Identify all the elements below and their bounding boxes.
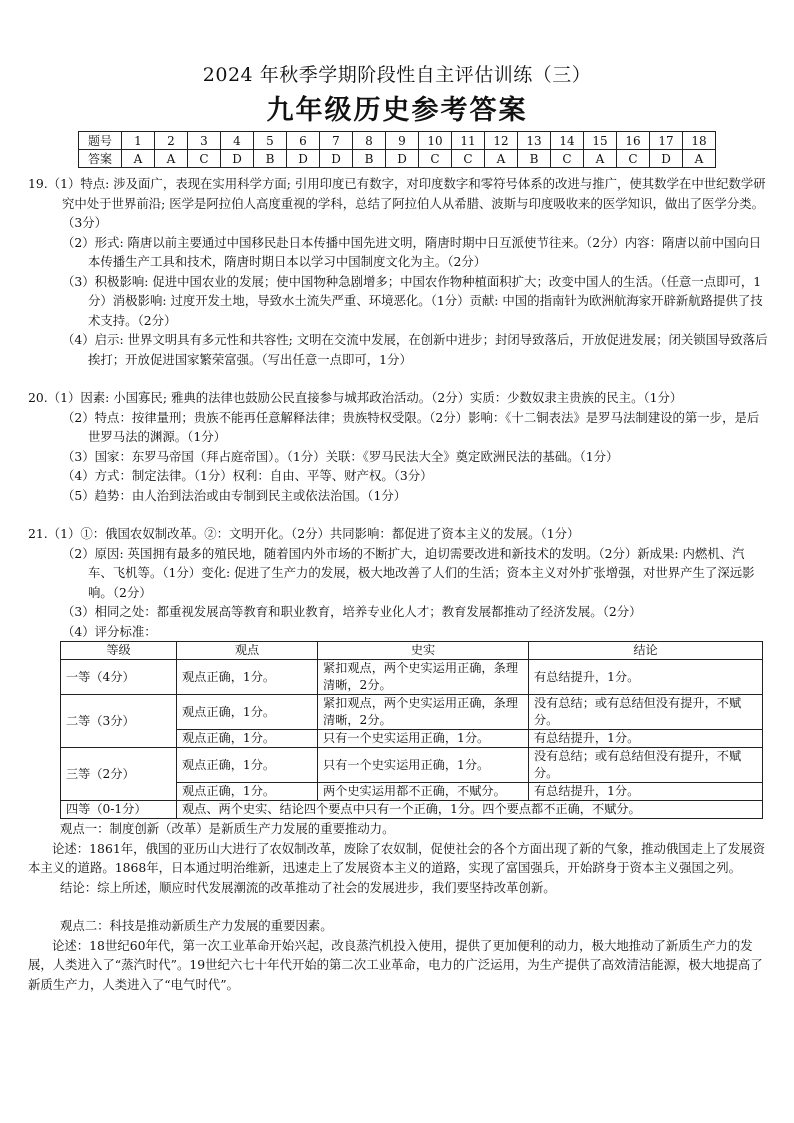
table-cell: D (320, 150, 353, 168)
conclusion-cell: 有总结提升，1分。 (529, 730, 763, 748)
q21-part3: （3）相同之处：都重视发展高等教育和职业教育，培养专业化人才；教育发展都推动了经济发展。（2分） (62, 604, 642, 619)
table-cell: 18 (683, 132, 716, 150)
table-cell: A (485, 150, 518, 168)
table-cell: C (419, 150, 452, 168)
conclusion-cell: 有总结提升，1分。 (529, 783, 763, 801)
table-cell: A (122, 150, 155, 168)
q20-part1: 20.（1）因素: 小国寡民; 雅典的法律也鼓励公民直接参与城邦政治活动。（2分）实质：少数奴隶主贵族的民主。（1分） (28, 390, 683, 405)
table-cell: D (650, 150, 683, 168)
q19-part2: （2）形式: 隋唐以前主要通过中国移民赴日本传播中国先进文明，隋唐时期中日互派使节往来。（2分）内容：隋唐以前中国向日本传播生产工具和技术，隋唐时期日本以学习中国制度文化为主。（2分） (62, 234, 762, 269)
row-label: 答案 (79, 150, 122, 168)
q21-part4: （4）评分标准： (62, 623, 157, 639)
table-cell: 10 (419, 132, 452, 150)
q20-part3: （3）国家：东罗马帝国（拜占庭帝国）。（1分）关联：《罗马民法大全》奠定欧洲民法的基础。（1分） (62, 448, 619, 464)
table-cell: 3 (188, 132, 221, 150)
q20-part2: （2）特点：按律量刑；贵族不能再任意解释法律；贵族特权受限。（2分）影响：《十二铜表法》是罗马法制建设的第一步，是后世罗马法的渊源。（1分） (62, 409, 760, 444)
view-cell: 观点正确，1分。 (177, 783, 318, 801)
conclusion-cell: 没有总结；或有总结但没有提升，不赋分。 (529, 695, 763, 730)
page-title: 九年级历史参考答案 (266, 95, 528, 126)
table-cell: 7 (320, 132, 353, 150)
q19-part3: （3）积极影响: 促进中国农业的发展；使中国物种急剧增多；中国农作物种植面积扩大；改变中国人的生活。（任意一点即可，1分）消极影响: 过度开发土地，导致水土流失严重、环境恶化。（1分）贡献: 中国的指南针为欧洲航海家开辟新航路提供了技术支持。（2分） (62, 273, 763, 328)
table-cell: 5 (254, 132, 287, 150)
answer-row (79, 150, 716, 168)
table-cell: A (155, 150, 188, 168)
rubric-row (61, 801, 763, 819)
level-cell: 三等（2分） (61, 748, 177, 801)
table-cell: C (617, 150, 650, 168)
view-cell: 观点正确，1分。 (177, 748, 318, 783)
question-number-row (79, 132, 716, 150)
exam-title: 2024 年秋季学期阶段性自主评估训练（三） (202, 64, 592, 86)
table-cell: C (452, 150, 485, 168)
table-cell: 17 (650, 132, 683, 150)
view-cell: 观点正确，1分。 (177, 695, 318, 730)
rubric-row (61, 695, 763, 730)
fact-cell: 两个史实运用都不正确，不赋分。 (318, 783, 529, 801)
fact-cell: 紧扣观点，两个史实运用正确，条理清晰，2分。 (318, 660, 529, 695)
table-cell: 13 (518, 132, 551, 150)
header-cell: 观点 (177, 642, 318, 660)
table-cell: B (518, 150, 551, 168)
q20-part5: （5）趋势：由人治到法治或由专制到民主或依法治国。（1分） (62, 487, 407, 503)
table-cell: 4 (221, 132, 254, 150)
q21-part2: （2）原因: 英国拥有最多的殖民地，随着国内外市场的不断扩大，迫切需要改进和新技术的发明。（2分）新成果: 内燃机、汽车、飞机等。（1分）变化: 促进了生产力的发展，极大地改善了人们的生活；资本主义对外扩张增强，对世界产生了深远影响。（2分） (62, 545, 755, 600)
rubric-row (61, 748, 763, 783)
essay-argument-1: 论述：1861年，俄国的亚历山大进行了农奴制改革，废除了农奴制，促使社会的各个方面出现了新的气象，推动俄国走上了发展资本主义的道路。1868年，日本通过明治维新，迅速走上了发展资本主义的道路，实现了富国强兵，开始跻身于资本主义强国之列。 (28, 840, 766, 875)
header-cell: 结论 (529, 642, 763, 660)
table-cell: B (254, 150, 287, 168)
rubric-row (61, 660, 763, 695)
conclusion-cell: 没有总结；或有总结但没有提升，不赋分。 (529, 748, 763, 783)
view-cell: 观点正确，1分。 (177, 660, 318, 695)
fact-cell: 只有一个史实运用正确，1分。 (318, 730, 529, 748)
q21-part1: 21.（1）①：俄国农奴制改革。②：文明开化。（2分）共同影响：都促进了资本主义的发展。（1分） (28, 526, 580, 541)
essay-view-2: 观点二：科技是推动新质生产力发展的重要因素。 (60, 918, 333, 933)
scoring-rubric-table (60, 641, 763, 819)
table-cell: 8 (353, 132, 386, 150)
q19-part4: （4）启示: 世界文明具有多元性和共容性; 文明在交流中发展，在创新中进步；封闭导致落后，开放促进发展；闭关锁国导致落后挨打；开放促进国家繁荣富强。（写出任意一点即可，1分） (62, 332, 768, 367)
table-cell: C (551, 150, 584, 168)
fourth-level-desc: 观点、两个史实、结论四个要点中只有一个正确，1分。四个要点都不正确，不赋分。 (177, 801, 763, 819)
table-cell: 6 (287, 132, 320, 150)
table-cell: D (221, 150, 254, 168)
fact-cell: 只有一个史实运用正确，1分。 (318, 748, 529, 783)
q20-part4: （4）方式：制定法律。（1分）权利：自由、平等、财产权。（3分） (62, 468, 433, 483)
table-cell: 12 (485, 132, 518, 150)
view-cell: 观点正确，1分。 (177, 730, 318, 748)
row-label: 题号 (79, 132, 122, 150)
essay-conclusion-1: 结论：综上所述，顺应时代发展潮流的改革推动了社会的发展进步，我们要坚持改革创新。 (60, 879, 556, 895)
table-cell: 15 (584, 132, 617, 150)
answer-content (28, 174, 768, 994)
table-cell: 11 (452, 132, 485, 150)
table-cell: 9 (386, 132, 419, 150)
table-cell: 2 (155, 132, 188, 150)
rubric-header-row (61, 642, 763, 660)
table-cell: 1 (122, 132, 155, 150)
table-cell: B (353, 150, 386, 168)
essay-view-1: 观点一：制度创新（改革）是新质生产力发展的重要推动力。 (60, 821, 395, 836)
table-cell: A (683, 150, 716, 168)
q19-part1: 19.（1）特点: 涉及面广，表现在实用科学方面; 引用印度已有数字，对印度数字和零符号体系的改进与推广，使其数学在中世纪数学研究中处于世界前沿; 医学是阿拉伯人高度重视的学科，总结了阿拉伯人从希腊、波斯与印度吸收来的医学知识，做出了医学分类。（3分） (28, 176, 766, 230)
header-cell: 史实 (318, 642, 529, 660)
table-cell: D (287, 150, 320, 168)
level-cell: 二等（3分） (61, 695, 177, 748)
conclusion-cell: 有总结提升，1分。 (529, 660, 763, 695)
table-cell: A (584, 150, 617, 168)
table-cell: C (188, 150, 221, 168)
fact-cell: 紧扣观点，两个史实运用正确，条理清晰，2分。 (318, 695, 529, 730)
header-cell: 等级 (61, 642, 177, 660)
table-cell: 14 (551, 132, 584, 150)
answer-key-table (78, 131, 716, 168)
level-cell: 一等（4分） (61, 660, 177, 695)
essay-argument-2: 论述：18世纪60年代，第一次工业革命开始兴起，改良蒸汽机投入使用，提供了更加便利的动力，极大地推动了新质生产力的发展，人类进入了“蒸汽时代”。19世纪六七十年代开始的第二次工业革命，电力的广泛运用，为生产提供了高效清洁能源，极大地提高了新质生产力，人类进入了“电气时代”。 (28, 937, 763, 992)
table-cell: D (386, 150, 419, 168)
table-cell: 16 (617, 132, 650, 150)
level-cell: 四等（0-1分） (61, 801, 177, 819)
